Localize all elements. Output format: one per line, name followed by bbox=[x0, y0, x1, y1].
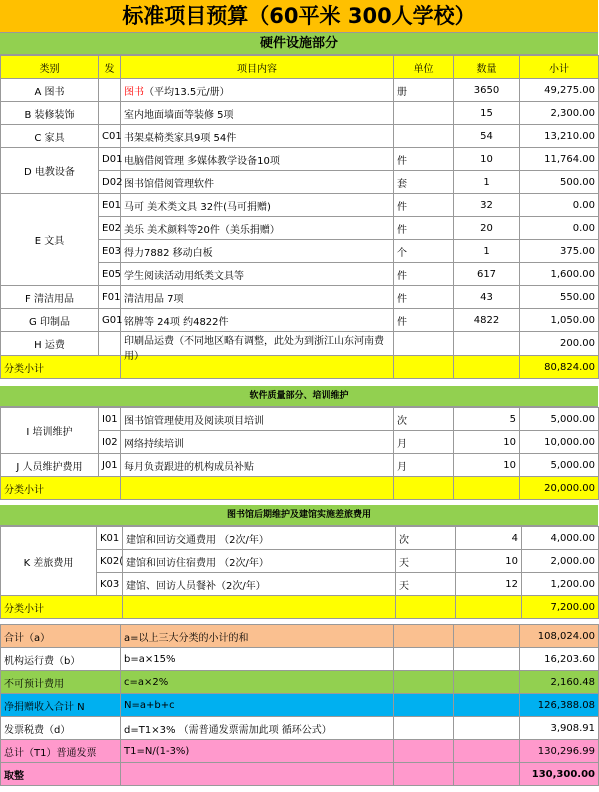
category-cell: B 装修装饰 bbox=[1, 102, 99, 125]
unit-cell: 件 bbox=[394, 263, 454, 286]
qty-cell bbox=[454, 332, 520, 356]
content-cell: 网络持续培训 bbox=[121, 431, 394, 454]
qty-cell: 3650 bbox=[454, 79, 520, 102]
content-cell: 电脑借阅管理 多媒体教学设备10项 bbox=[121, 148, 394, 171]
subtotal-value: 80,824.00 bbox=[520, 356, 599, 379]
category-cell: K 差旅费用 bbox=[1, 527, 97, 596]
qty-cell: 10 bbox=[456, 550, 522, 573]
header-subtotal: 小计 bbox=[520, 56, 599, 79]
table-row bbox=[1, 79, 599, 102]
subtotal-cell: 49,275.00 bbox=[520, 79, 599, 102]
summary-label: 取整 bbox=[1, 763, 121, 786]
qty-cell: 10 bbox=[454, 148, 520, 171]
content-text: （平均13.5元/册） bbox=[144, 86, 230, 98]
summary-value: 3,908.91 bbox=[520, 717, 599, 740]
code-cell bbox=[99, 332, 121, 356]
subtotal-row bbox=[1, 356, 599, 379]
table-row bbox=[1, 194, 599, 217]
content-cell: 建馆和回访住宿费用 （2次/年） bbox=[123, 550, 396, 573]
header-unit: 单位 bbox=[394, 56, 454, 79]
table-row bbox=[1, 148, 599, 171]
content-highlight: 图书 bbox=[124, 86, 144, 98]
unit-cell: 月 bbox=[394, 431, 454, 454]
content-cell: 马可 美术类文具 32件(马可捐赠) bbox=[121, 194, 394, 217]
summary-label: 机构运行费（b） bbox=[1, 648, 121, 671]
table-row bbox=[1, 332, 599, 356]
header-qty: 数量 bbox=[454, 56, 520, 79]
unit-cell: 件 bbox=[394, 148, 454, 171]
summary-label: 净捐赠收入合计 N bbox=[1, 694, 121, 717]
unit-cell: 次 bbox=[396, 527, 456, 550]
unit-cell: 件 bbox=[394, 194, 454, 217]
summary-value: 16,203.60 bbox=[520, 648, 599, 671]
summary-formula: c=a×2% bbox=[121, 671, 394, 694]
content-cell bbox=[121, 79, 394, 102]
content-cell: 图书馆管理使用及阅读项目培训 bbox=[121, 408, 394, 431]
travel-table bbox=[0, 526, 599, 619]
table-row bbox=[1, 309, 599, 332]
category-cell: E 文具 bbox=[1, 194, 99, 286]
subtotal-cell: 375.00 bbox=[520, 240, 599, 263]
qty-cell: 10 bbox=[454, 431, 520, 454]
code-cell: I01 bbox=[99, 408, 121, 431]
section-hardware-title: 硬件设施部分 bbox=[0, 33, 598, 55]
unit-cell: 次 bbox=[394, 408, 454, 431]
content-cell: 室内地面墙面等装修 5项 bbox=[121, 102, 394, 125]
subtotal-cell: 550.00 bbox=[520, 286, 599, 309]
unit-cell bbox=[394, 102, 454, 125]
content-cell: 建馆和回访交通费用 （2次/年） bbox=[123, 527, 396, 550]
qty-cell: 32 bbox=[454, 194, 520, 217]
category-cell: C 家具 bbox=[1, 125, 99, 148]
content-cell bbox=[121, 332, 394, 362]
code-cell: E03 bbox=[99, 240, 121, 263]
summary-label: 合计（a） bbox=[1, 625, 121, 648]
summary-formula bbox=[121, 763, 394, 786]
code-cell: J01 bbox=[99, 454, 121, 477]
code-cell: K02( bbox=[97, 550, 123, 573]
subtotal-row bbox=[1, 477, 599, 500]
summary-value: 130,296.99 bbox=[520, 740, 599, 763]
code-cell: F01 bbox=[99, 286, 121, 309]
subtotal-label: 分类小计 bbox=[1, 477, 121, 500]
summary-table bbox=[0, 624, 599, 786]
summary-formula: N=a+b+c bbox=[121, 694, 394, 717]
table-row bbox=[1, 286, 599, 309]
qty-cell: 1 bbox=[454, 240, 520, 263]
qty-cell: 54 bbox=[454, 125, 520, 148]
subtotal-cell: 0.00 bbox=[520, 194, 599, 217]
summary-formula: d=T1×3% （需普通发票需加此项 循环公式） bbox=[121, 717, 394, 740]
subtotal-cell: 2,300.00 bbox=[520, 102, 599, 125]
subtotal-cell: 1,600.00 bbox=[520, 263, 599, 286]
content-cell: 建馆、回访人员餐补（2次/年） bbox=[123, 573, 396, 596]
section-travel-title: 图书馆后期维护及建馆实施差旅费用 bbox=[0, 505, 598, 526]
summary-row bbox=[1, 740, 599, 763]
content-cell: 书架桌椅类家具9项 54件 bbox=[121, 125, 394, 148]
content-cell: 学生阅读活动用纸类文具等 bbox=[121, 263, 394, 286]
table-row bbox=[1, 125, 599, 148]
content-cell: 图书馆借阅管理软件 bbox=[121, 171, 394, 194]
subtotal-row bbox=[1, 596, 599, 619]
category-cell: F 清洁用品 bbox=[1, 286, 99, 309]
unit-cell bbox=[394, 332, 454, 356]
code-cell: G01 bbox=[99, 309, 121, 332]
summary-row bbox=[1, 648, 599, 671]
table-header-row bbox=[1, 56, 599, 79]
subtotal-cell: 0.00 bbox=[520, 217, 599, 240]
summary-formula: a=以上三大分类的小计的和 bbox=[121, 625, 394, 648]
summary-value: 126,388.08 bbox=[520, 694, 599, 717]
qty-cell: 43 bbox=[454, 286, 520, 309]
unit-cell: 件 bbox=[394, 286, 454, 309]
code-cell: E02 bbox=[99, 217, 121, 240]
subtotal-label: 分类小计 bbox=[1, 596, 123, 619]
section-software-title: 软件质量部分、培训维护 bbox=[0, 386, 598, 407]
summary-label: 发票税费（d） bbox=[1, 717, 121, 740]
summary-label: 总计（T1）普通发票 bbox=[1, 740, 121, 763]
code-cell: C01 bbox=[99, 125, 121, 148]
subtotal-cell: 1,200.00 bbox=[522, 573, 599, 596]
subtotal-cell: 10,000.00 bbox=[520, 431, 599, 454]
summary-value: 108,024.00 bbox=[520, 625, 599, 648]
unit-cell: 月 bbox=[394, 454, 454, 477]
content-cell: 铭牌等 24项 约4822件 bbox=[121, 309, 394, 332]
code-cell: D02 bbox=[99, 171, 121, 194]
qty-cell: 1 bbox=[454, 171, 520, 194]
qty-cell: 5 bbox=[454, 408, 520, 431]
content-cell: 每月负责跟进的机构成员补贴 bbox=[121, 454, 394, 477]
category-cell: I 培训维护 bbox=[1, 408, 99, 454]
hardware-table bbox=[0, 55, 599, 379]
subtotal-cell: 500.00 bbox=[520, 171, 599, 194]
unit-cell: 册 bbox=[394, 79, 454, 102]
summary-label: 不可预计费用 bbox=[1, 671, 121, 694]
code-cell: E01 bbox=[99, 194, 121, 217]
unit-cell: 天 bbox=[396, 550, 456, 573]
unit-cell: 个 bbox=[394, 240, 454, 263]
category-cell: A 图书 bbox=[1, 79, 99, 102]
summary-row bbox=[1, 625, 599, 648]
summary-formula: T1=N/(1-3%) bbox=[121, 740, 394, 763]
page-title: 标准项目预算（60平米 300人学校） bbox=[0, 0, 598, 33]
content-cell: 清洁用品 7项 bbox=[121, 286, 394, 309]
subtotal-cell: 5,000.00 bbox=[520, 408, 599, 431]
unit-cell: 件 bbox=[394, 217, 454, 240]
content-text: 印刷品运费（不同地区略有调整，此处为到浙江山东河南费用） bbox=[124, 336, 384, 362]
subtotal-cell: 4,000.00 bbox=[522, 527, 599, 550]
subtotal-cell: 5,000.00 bbox=[520, 454, 599, 477]
category-cell: J 人员维护费用 bbox=[1, 454, 99, 477]
unit-cell bbox=[394, 125, 454, 148]
qty-cell: 10 bbox=[454, 454, 520, 477]
subtotal-value: 7,200.00 bbox=[522, 596, 599, 619]
qty-cell: 15 bbox=[454, 102, 520, 125]
qty-cell: 617 bbox=[454, 263, 520, 286]
qty-cell: 4 bbox=[456, 527, 522, 550]
unit-cell: 天 bbox=[396, 573, 456, 596]
table-row bbox=[1, 454, 599, 477]
code-cell bbox=[99, 102, 121, 125]
subtotal-cell: 11,764.00 bbox=[520, 148, 599, 171]
summary-value: 130,300.00 bbox=[520, 763, 599, 786]
qty-cell: 4822 bbox=[454, 309, 520, 332]
code-cell bbox=[99, 79, 121, 102]
category-cell: H 运费 bbox=[1, 332, 99, 356]
subtotal-label: 分类小计 bbox=[1, 356, 121, 379]
summary-row bbox=[1, 694, 599, 717]
summary-row bbox=[1, 763, 599, 786]
subtotal-value: 20,000.00 bbox=[520, 477, 599, 500]
table-row bbox=[1, 527, 599, 550]
content-cell: 美乐 美术颜料等20件（美乐捐赠） bbox=[121, 217, 394, 240]
unit-cell: 件 bbox=[394, 309, 454, 332]
summary-row bbox=[1, 717, 599, 740]
subtotal-cell: 200.00 bbox=[520, 332, 599, 356]
qty-cell: 12 bbox=[456, 573, 522, 596]
summary-value: 2,160.48 bbox=[520, 671, 599, 694]
software-table bbox=[0, 407, 599, 500]
subtotal-cell: 13,210.00 bbox=[520, 125, 599, 148]
code-cell: K01 bbox=[97, 527, 123, 550]
category-cell: D 电教设备 bbox=[1, 148, 99, 194]
table-row bbox=[1, 102, 599, 125]
subtotal-cell: 1,050.00 bbox=[520, 309, 599, 332]
header-code: 发 bbox=[99, 56, 121, 79]
header-content: 项目内容 bbox=[121, 56, 394, 79]
unit-cell: 套 bbox=[394, 171, 454, 194]
qty-cell: 20 bbox=[454, 217, 520, 240]
subtotal-cell: 2,000.00 bbox=[522, 550, 599, 573]
summary-formula: b=a×15% bbox=[121, 648, 394, 671]
code-cell: D01 bbox=[99, 148, 121, 171]
category-cell: G 印制品 bbox=[1, 309, 99, 332]
code-cell: K03 bbox=[97, 573, 123, 596]
header-category: 类别 bbox=[1, 56, 99, 79]
code-cell: E05 bbox=[99, 263, 121, 286]
summary-row bbox=[1, 671, 599, 694]
content-cell: 得力7882 移动白板 bbox=[121, 240, 394, 263]
table-row bbox=[1, 408, 599, 431]
code-cell: I02 bbox=[99, 431, 121, 454]
